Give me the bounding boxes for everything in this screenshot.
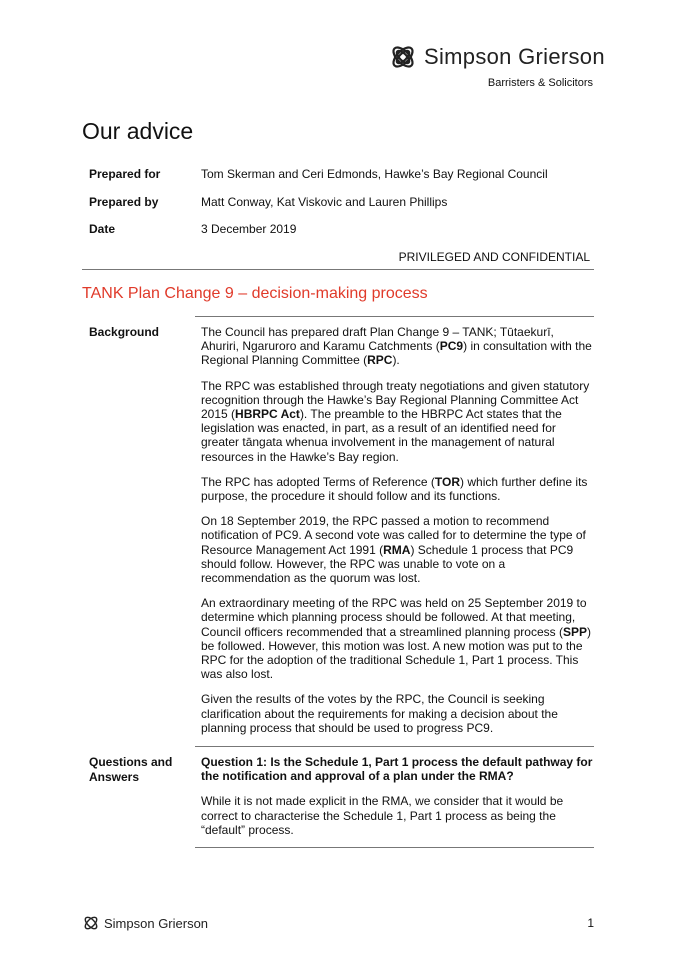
date-label: Date (89, 222, 116, 236)
prepared-by-value: Matt Conway, Kat Viskovic and Lauren Phillips (201, 195, 448, 209)
firm-name: Simpson Grierson (424, 44, 605, 69)
background-paragraph-3: The RPC has adopted Terms of Reference (TOR) which further define its purpose, the procedure it should follow and its functions. (201, 474, 588, 504)
date-value: 3 December 2019 (201, 222, 297, 236)
qa-body (201, 755, 593, 848)
background-paragraph-6: Given the results of the votes by the RPC, the Council is seeking clarification about the requirements for making a decision about the planning process that should be used to progress PC9. (201, 692, 558, 735)
background-paragraph-4: On 18 September 2019, the RPC passed a motion to recommend notification of PC9. A second vote was called for to determine the type of Resource Management Act 1991 (RMA) Schedule 1 process that PC9 should follow. However, the RPC was unable to vote on a recommendation as the quorum was lost. (201, 514, 586, 586)
prepared-for-value: Tom Skerman and Ceri Edmonds, Hawke’s Bay Regional Council (201, 167, 548, 181)
answer-1: While it is not made explicit in the RMA, we consider that it would be correct to characterise the Schedule 1, Part 1 process as being the “default” process. (201, 794, 564, 837)
background-paragraph-1: The Council has prepared draft Plan Change 9 – TANK; Tūtaekurī, Ahuriri, Ngaruroro and Karamu Catchments (PC9) in consultation with the Regional Planning Committee (RPC). (201, 325, 592, 368)
background-paragraph-5: An extraordinary meeting of the RPC was held on 25 September 2019 to determine which planning process should be followed. At that meeting, Council officers recommended that a streamlined planning process (SPP) be followed. However, this motion was lost. A new motion was put to the RPC for the adoption of the traditional Schedule 1, Part 1 process. This was also lost. (201, 596, 591, 682)
header-divider (82, 269, 594, 270)
background-label: Background (89, 325, 160, 339)
page-number: 1 (587, 916, 594, 930)
page-title: Our advice (82, 118, 194, 144)
qa-bottom-divider (195, 847, 594, 848)
background-top-divider (195, 316, 594, 317)
background-paragraph-2: The RPC was established through treaty negotiations and given statutory recognition through the Hawke’s Bay Regional Planning Committee Act 2015 (HBRPC Act). The preamble to the HBRPC Act states that the legislation was enacted, in part, as a result of an identified need for greater tāngata whenua involvement in the management of natural resources in the Hawke’s Bay region. (201, 378, 590, 464)
qa-top-divider (195, 746, 594, 747)
header-logo (388, 42, 605, 72)
prepared-for-label: Prepared for (89, 167, 161, 181)
qa-label: Questions and Answers (89, 755, 173, 784)
footer-firm-name: Simpson Grierson (104, 915, 209, 931)
footer-logo-icon (82, 914, 100, 932)
section-title: TANK Plan Change 9 – decision-making process (82, 285, 428, 302)
firm-logo-icon (388, 42, 418, 72)
question-1: Question 1: Is the Schedule 1, Part 1 process the default pathway for the notification and approval of a plan under the RMA? (201, 755, 593, 784)
footer-logo (82, 914, 208, 932)
background-body (201, 325, 593, 746)
prepared-by-label: Prepared by (89, 195, 159, 209)
firm-subtitle: Barristers & Solicitors (487, 77, 593, 89)
confidentiality-notice: PRIVILEGED AND CONFIDENTIAL (398, 250, 590, 264)
